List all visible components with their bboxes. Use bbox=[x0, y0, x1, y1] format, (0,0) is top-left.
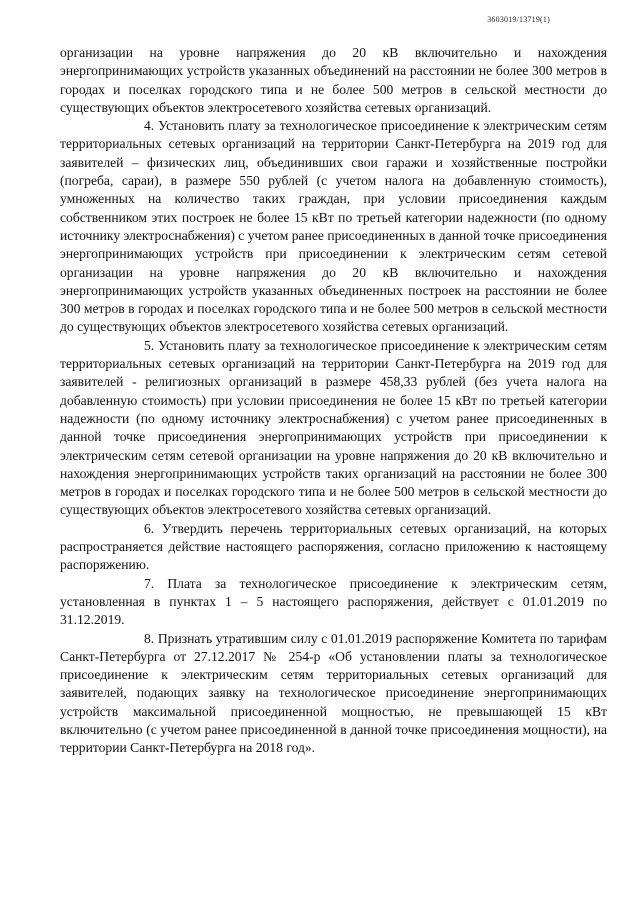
paragraph-number: 6. bbox=[144, 520, 155, 536]
paragraph-text: Утвердить перечень территориальных сетевых организаций, на которых распространяется действие настоящего распоряжения, согласно приложению к настоящему распоряжению. bbox=[60, 520, 607, 573]
document-body bbox=[60, 44, 607, 758]
paragraph-text: Плата за технологическое присоединение к электрическим сетям, установленная в пунктах 1 – 5 настоящего распоряжения, действует с 01.01.2019 по 31.12.2019. bbox=[60, 575, 607, 628]
paragraph-text: Признать утратившим силу с 01.01.2019 распоряжение Комитета по тарифам Санкт-Петербурга от 27.12.2017 № 254-р «Об установлении платы за технологическое присоединение к электрическим сетям территориальных сетевых организаций для заявителей, подающих заявку на технологическое присоединение энергопринимающих устройств максимальной присоединенной мощностью, не превышающей 15 кВт включительно (с учетом ранее присоединенной в данной точке присоединения мощности), на территории Санкт-Петербурга на 2018 год». bbox=[60, 630, 607, 756]
paragraph-number: 8. bbox=[144, 630, 155, 646]
paragraph-5 bbox=[60, 337, 607, 520]
paragraph-6 bbox=[60, 520, 607, 575]
document-number: 3603019/13719(1) bbox=[487, 15, 550, 24]
paragraph-text: Установить плату за технологическое присоединение к электрическим сетям территориальных сетевых организаций на территории Санкт-Петербурга на 2019 год для заявителей - религиозных организаций в размере 458,33 рублей (без учета налога на добавленную стоимость) при условии присоединения не более 15 кВт по третьей категории надежности (по одному источнику электроснабжения) с учетом ранее присоединенных в данной точке присоединения энергопринимающих устройств при присоединении к электрическим сетям сетевой организации на уровне напряжения до 20 кВ включительно и нахождения энергопринимающих устройств таких организаций на расстоянии не более 300 метров в городах и поселках городского типа и не более 500 метров в сельской местности до существующих объектов электросетевого хозяйства сетевых организаций. bbox=[60, 337, 607, 518]
paragraph-8 bbox=[60, 630, 607, 758]
paragraph-continuation bbox=[60, 44, 607, 117]
paragraph-number: 7. bbox=[144, 575, 155, 591]
paragraph-text: организации на уровне напряжения до 20 кВ включительно и нахождения энергопринимающих устройств указанных объединений на расстоянии не более 300 метров в городах и поселках городского типа и не более 500 метров в сельской местности до существующих объектов электросетевого хозяйства сетевых организаций. bbox=[60, 45, 607, 115]
paragraph-7 bbox=[60, 575, 607, 630]
paragraph-4 bbox=[60, 117, 607, 337]
paragraph-number: 5. bbox=[144, 337, 155, 353]
paragraph-text: Установить плату за технологическое присоединение к электрическим сетям территориальных сетевых организаций на территории Санкт-Петербурга на 2019 год для заявителей – физических лиц, объединивших свои гаражи и хозяйственные постройки (погреба, сараи), в размере 550 рублей (с учетом налога на добавленную стоимость), умноженных на количество таких граждан, при условии присоединения каждым собственником этих построек не более 15 кВт по третьей категории надежности (по одному источнику электроснабжения) с учетом ранее присоединенных в данной точке присоединения энергопринимающих устройств при присоединении к электрическим сетям сетевой организации на уровне напряжения до 20 кВ включительно и нахождения энергопринимающих устройств указанных объединенных построек на расстоянии не более 300 метров в городах и поселках городского типа и не более 500 метров в сельской местности до существующих объектов электросетевого хозяйства сетевых организаций. bbox=[60, 118, 607, 335]
paragraph-number: 4. bbox=[144, 118, 155, 134]
